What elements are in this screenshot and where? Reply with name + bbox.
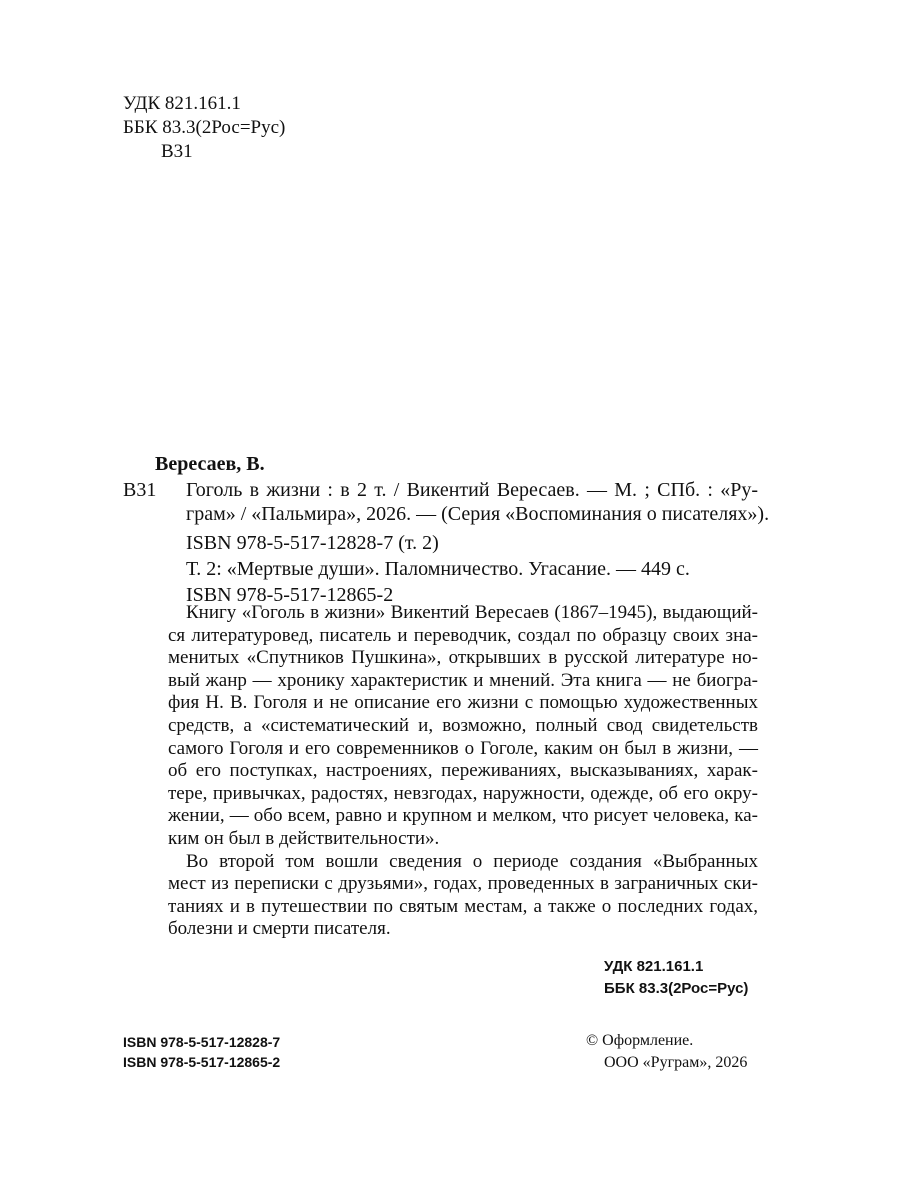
author-heading: Вересаев, В. bbox=[155, 453, 265, 475]
description-line: Гоголь в жизни : в 2 т. / Викентий Вересаев. — М. ; СПб. : «Ру- bbox=[186, 479, 758, 501]
volume-line: Т. 2: «Мертвые души». Паломничество. Угасание. — 449 с. bbox=[186, 558, 690, 580]
isbn-footer-line: ISBN 978-5-517-12828-7 bbox=[123, 1034, 281, 1050]
annotation-line: средств, а «систематический и, возможно, полный свод свидетельств bbox=[168, 714, 758, 736]
isbn-set: ISBN 978-5-517-12828-7 (т. 2) bbox=[186, 532, 439, 554]
classification-block bbox=[123, 92, 285, 164]
bbk-code: ББК 83.3(2Рос=Рус) bbox=[123, 117, 286, 138]
bbk-code-bold: ББК 83.3(2Рос=Рус) bbox=[604, 980, 749, 997]
annotation-paragraph bbox=[168, 851, 758, 941]
isbn-footer bbox=[123, 1032, 280, 1072]
description-line: грам» / «Пальмира», 2026. — (Серия «Воспоминания о писателях»). bbox=[186, 503, 770, 525]
annotation-line: тере, привычках, радостях, невзгодах, наружности, одежде, об его окру- bbox=[168, 782, 758, 804]
annotation-line: таниях и в путешествии по святым местам, а также о последних годах, bbox=[168, 895, 758, 917]
classification-codes-right bbox=[604, 956, 748, 1000]
author-sign: В31 bbox=[161, 141, 193, 162]
copyright-notice bbox=[586, 1030, 747, 1074]
annotation-line: самого Гоголя и его современников о Гоголе, каким он был в жизни, — bbox=[168, 737, 758, 759]
author-sign-left: В31 bbox=[123, 479, 157, 501]
annotation-line: фия Н. В. Гоголя и не описание его жизни с помощью художественных bbox=[168, 692, 758, 714]
annotation-line: об его поступках, настроениях, переживаниях, высказываниях, харак- bbox=[168, 760, 758, 782]
annotation-line: болезни и смерти писателя. bbox=[168, 918, 391, 940]
annotation-line: мест из переписки с друзьями», годах, проведенных в заграничных ски- bbox=[168, 873, 758, 895]
annotation-line: Во второй том вошли сведения о периоде создания «Выбранных bbox=[186, 850, 758, 872]
annotation-line: жении, — обо всем, равно и крупном и мелком, что рисует человека, ка- bbox=[168, 805, 758, 827]
isbn-volume: ISBN 978-5-517-12865-2 bbox=[186, 584, 394, 606]
annotation-line: ким он был в действительности». bbox=[168, 827, 440, 849]
bibliographic-description bbox=[186, 478, 770, 526]
annotation-paragraph bbox=[168, 602, 758, 851]
annotation-line: вый жанр — хронику характеристик и мнений. Эта книга — не биогра- bbox=[168, 669, 758, 691]
annotation bbox=[168, 602, 758, 941]
annotation-line: Книгу «Гоголь в жизни» Викентий Вересаев (1867–1945), выдающий- bbox=[186, 602, 758, 623]
annotation-line: ся литературовед, писатель и переводчик, создал по образцу своих зна- bbox=[168, 624, 758, 646]
isbn-block bbox=[186, 530, 690, 608]
annotation-line: менитых «Спутников Пушкина», открывших в русской литературе но- bbox=[168, 647, 758, 669]
copyright-line: © Оформление. bbox=[586, 1032, 694, 1049]
isbn-footer-line: ISBN 978-5-517-12865-2 bbox=[123, 1054, 281, 1070]
copyright-line: ООО «Руграм», 2026 bbox=[604, 1054, 748, 1071]
udk-code-bold: УДК 821.161.1 bbox=[604, 958, 704, 975]
udk-code: УДК 821.161.1 bbox=[123, 93, 241, 114]
